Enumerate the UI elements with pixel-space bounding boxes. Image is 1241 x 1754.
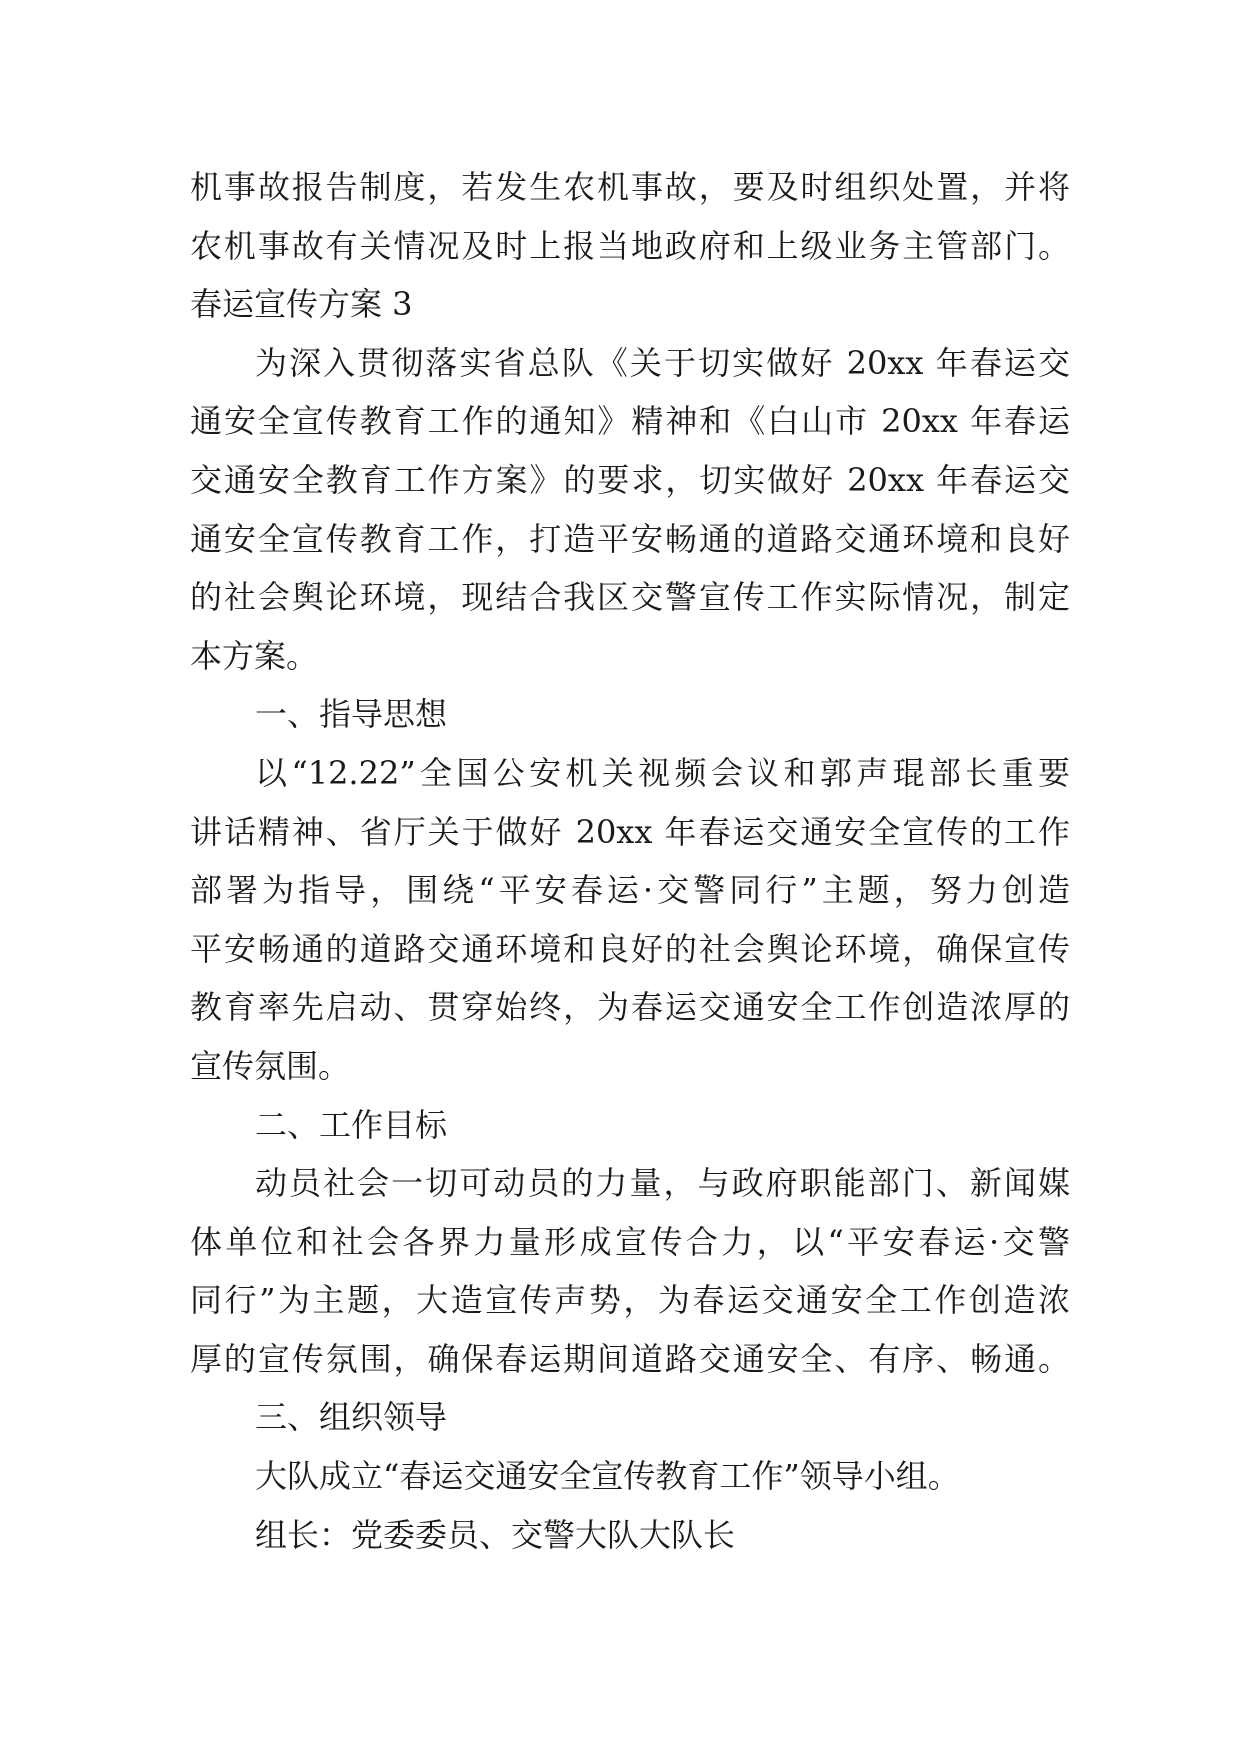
text-line: 组长：党委委员、交警大队大队长 — [255, 1515, 736, 1554]
document-body — [190, 158, 1070, 1564]
text-line: 以“12.22”全国公安机关视频会议和郭声琨部长重要 — [255, 753, 1070, 792]
heading-organization: 三、组织领导 — [255, 1398, 448, 1437]
text-line: 通安全宣传教育工作的通知》精神和《白山市 20xx 年春运 — [190, 402, 1070, 441]
text-line: 教育率先启动、贯穿始终，为春运交通安全工作创造浓厚的 — [190, 988, 1070, 1027]
text-line: 通安全宣传教育工作，打造平安畅通的道路交通环境和良好 — [190, 519, 1070, 558]
heading-work-goal: 二、工作目标 — [255, 1105, 448, 1144]
text-line: 宣传氛围。 — [190, 1046, 351, 1085]
text-line: 为深入贯彻落实省总队《关于切实做好 20xx 年春运交 — [255, 343, 1070, 382]
text-line: 交通安全教育工作方案》的要求，切实做好 20xx 年春运交 — [190, 460, 1070, 499]
text-line: 厚的宣传氛围，确保春运期间道路交通安全、有序、畅通。 — [190, 1339, 1070, 1378]
text-line: 本方案。 — [190, 636, 319, 675]
text-line: 同行”为主题，大造宣传声势，为春运交通安全工作创造浓 — [190, 1281, 1070, 1320]
text-line: 讲话精神、省厅关于做好 20xx 年春运交通安全宣传的工作 — [190, 812, 1070, 851]
text-line: 体单位和社会各界力量形成宣传合力，以“平安春运·交警 — [190, 1222, 1070, 1261]
text-line: 部署为指导，围绕“平安春运·交警同行”主题，努力创造 — [190, 871, 1070, 910]
text-line: 农机事故有关情况及时上报当地政府和上级业务主管部门。 — [190, 226, 1070, 265]
text-line: 机事故报告制度，若发生农机事故，要及时组织处置，并将 — [190, 168, 1070, 206]
section-title: 春运宣传方案 3 — [190, 285, 413, 324]
text-line: 的社会舆论环境，现结合我区交警宣传工作实际情况，制定 — [190, 578, 1070, 617]
text-line: 大队成立“春运交通安全宣传教育工作”领导小组。 — [255, 1457, 960, 1496]
text-line: 平安畅通的道路交通环境和良好的社会舆论环境，确保宣传 — [190, 929, 1070, 968]
heading-guiding-thought: 一、指导思想 — [255, 695, 448, 734]
text-line: 动员社会一切可动员的力量，与政府职能部门、新闻媒 — [255, 1164, 1070, 1203]
